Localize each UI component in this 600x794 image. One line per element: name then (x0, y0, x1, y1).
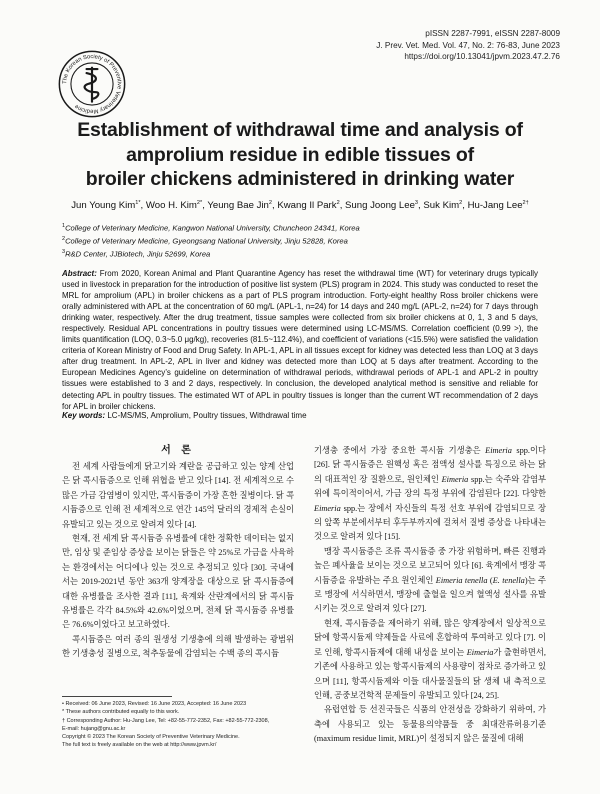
paragraph: 현재, 콕시듐증을 제어하기 위해, 많은 양계장에서 일상적으로 닭에 항콕시듐제 약제들을 사료에 혼합하여 투여하고 있다 [7]. 이로 인해, 항콕시듐제에 대해 내성을 보이는 Eimeria가 출현하면서, 기존에 사용하고 있는 항콕시듐제의 사용량이 점차로 증가하고 있으며 [11], 항콕시듐제와 이들 대사물질들의 닭 생체 내 축적으로 인해, 공중보건학적 문제들이 유발되고 있다 [24, 25]. (314, 618, 546, 700)
journal-info (376, 28, 560, 63)
author-name: Jun Young Kim$^{1*}$ (71, 200, 141, 212)
affiliation: $^1$College of Veterinary Medicine, Kangwon National University, Chuncheon 24341, Korea (62, 223, 360, 233)
title-line-3: broiler chickens administered in drinking water (85, 168, 515, 190)
paragraph: 맹장 콕시듐증은 조류 콕시듐증 중 가장 위험하며, 빠른 진행과 높은 폐사율을 보이는 것으로 보고되어 있다 [6]. 육계에서 맹장 콕시듐증을 유발하는 주요 원인체인 Eimeria tenella (E. tenella)는 주로 맹장에 서식하면서, 맹장에 출혈을 일으켜 혈액성 설사를 유발시키는 것으로 알려져 있다 [27]. (314, 546, 547, 614)
abstract-label: Abstract: (62, 269, 97, 278)
paragraph: 콕시듐증은 여러 종의 원생성 기생충에 의해 발생하는 광범위한 기생충성 질병으로, 척추동물에 감염되는 수백 종의 콕시듐 (62, 634, 294, 659)
author-list: Jun Young Kim$^{1*}$, Woo H. Kim$^{2*}$, Yeung Bae Jin$^2$, Kwang Il Park$^2$, Sung Joong Lee$^3$, Suk Kim$^2$, Hu-Jang Lee$^{2\dagger}$ (71, 200, 529, 212)
paragraph: 유럽연합 등 선진국들은 식품의 안전성을 강화하기 위하여, 가축에 사용되고 있는 동물용의약품들 중 최대잔류허용기준 (maximum residue limit, MRL)이 설정되지 않은 물질에 대해 (314, 705, 546, 744)
author-affiliation-mark: 2 (268, 200, 273, 206)
author-name: Yeung Bae Jin$^2$ (207, 200, 273, 212)
copyright: Copyright © 2023 The Korean Society of Preventive Veterinary Medicine. (62, 734, 240, 741)
paragraph: 기생충 중에서 가장 중요한 콕시듐 기생충은 Eimeria spp.이다 [26]. 닭 콕시듐증은 원핵성 혹은 점액성 설사를 특징으로 하는 닭의 대표적인 장 질환으로, 원인체인 Eimeria spp.는 숙주와 감염부위에 특이적이어서, 가금 장의 특정 부위에 감염된다 [22]. 다양한 Eimeria spp.는 장에서 자신들의 특정 선호 부위에 감염되므로 장의 앞쪽 부분에서부터 후두부까지에 걸쳐서 질병 증상을 나타내는 것으로 알려져 있다 [15]. (314, 446, 546, 542)
equal-contribution-note: * These authors contributed equally to this work. (62, 709, 180, 716)
paragraph: 전 세계 사람들에게 닭고기와 계란을 공급하고 있는 양계 산업은 닭 콕시듐증으로 인해 위협을 받고 있다 [14]. 전 세계적으로 수많은 가금 감염병이 있지만, 콕시듐증이 가장 흔한 질병이다. 닭 콕시듐증으로 인해 전 세계적으로 연간 145억 달러의 경제적 손실이 유발되고 있는 것으로 알려져 있다 [4]. (62, 462, 294, 529)
author-name: Suk Kim$^2$ (423, 200, 463, 212)
fulltext-availability[interactable]: The full text is freely available on the web at http://www.jpvm.kr/ (62, 742, 217, 749)
section-title-introduction: 서 론 (161, 445, 195, 456)
corresponding-email[interactable]: E-mail: hujang@gnu.ac.kr (62, 725, 126, 732)
keywords-text: LC-MS/MS, Amprolium, Poultry tissues, Withdrawal time (107, 411, 307, 420)
society-logo (58, 50, 126, 118)
affiliation: $^2$College of Veterinary Medicine, Gyeongsang National University, Jinju 52828, Korea (62, 235, 348, 246)
author-affiliation-mark: 2 (459, 200, 463, 206)
keywords-label: Key words: (62, 411, 106, 420)
affiliation: $^3$R&D Center, JJBiotech, Jinju 52699, Korea (62, 248, 211, 259)
abstract-text: From 2020, Korean Animal and Plant Quarantine Agency has reset the withdrawal time (WT) for veterinary drugs typically used in livestock in preparation for the introduction of positive list system (PLS) program in 2024. This study was conducted to reset the MRL for amprolium (APL) in broiler chickens as a part of PLS program introduction. Forty-eight healthy Ross broiler chickens were orally administered with APL at the concentration of 60 mg/L (APL-1, n=24) for 14 days and 240 mg/L (APL-2, n=24) for 7 days through drinking water, respectively. After the drug treatment, tissue samples were collected from six broiler chickens at 0, 1, 3 and 5 days, respectively. Residual APL concentrations in poultry tissues were determined using LC-MS/MS. Correlation coefficient (0.99 >), the limits quantification (LOQ, 0.3~5.0 μg/kg), recoveries (81.5~112.4%), and coefficient of variations (<15.5%) were satisfied the validation criteria of Korean Ministry of Food and Drug Safety. In APL-1, APL in all tissues except for kidney was detected less than LOQ at 3 days after drug treatment. In APL-2, APL in liver and kidney was detected more than LOQ at 5 days after treatment. According to the European Medicines Agency’s guideline on determination of withdrawal periods, withdrawal periods of APL-1 and APL-2 in poultry tissues were established to 3 and 2 days, respectively. In conclusion, the developed analytical method is sensitive and reliable for detecting APL in poultry tissues. The estimated WT of APL in poultry tissues is longer than the current WT recommendation of 2 days for APL in broiler chickens. (62, 269, 538, 411)
author-affiliation-mark: 2† (522, 200, 529, 206)
author-name: Sung Joong Lee$^3$ (345, 200, 419, 212)
author-affiliation-mark: 3 (414, 200, 419, 206)
title-line-2: amprolium residue in edible tissues of (126, 143, 474, 166)
footnote-divider (62, 696, 172, 697)
issn: pISSN 2287-7991, eISSN 2287-8009 (425, 29, 560, 38)
right-column (314, 444, 546, 747)
author-affiliation-mark: 1* (135, 200, 141, 206)
corresponding-author: † Corresponding Author: Hu-Jang Lee, Tel: +82-55-772-2352, Fax: +82-55-772-2308, (62, 717, 270, 724)
title-line-1: Establishment of withdrawal time and analysis of (77, 119, 523, 141)
footnotes (62, 700, 302, 750)
caduceus-icon (85, 68, 99, 102)
author-name: Hu-Jang Lee$^{2\dagger}$ (467, 200, 529, 212)
logo-ring-text: The Korean Society of Preventive Veterinary Medicine (62, 54, 122, 114)
author-affiliation-mark: 2* (196, 200, 203, 206)
citation: J. Prev. Vet. Med. Vol. 47, No. 2: 76-83, June 2023 (376, 40, 560, 50)
affiliations (62, 221, 360, 260)
author-name: Woo H. Kim$^{2*}$ (145, 200, 203, 212)
author-affiliation-mark: 2 (336, 200, 340, 206)
left-column (62, 460, 294, 662)
doi-link[interactable]: https://doi.org/10.13041/jpvm.2023.47.2.76 (404, 52, 560, 62)
author-name: Kwang Il Park$^2$ (277, 200, 340, 212)
keywords (62, 410, 538, 421)
paragraph: 현재, 전 세계 닭 콕시듐증 유병률에 대한 정확한 데이터는 없지만, 임상 및 준임상 증상을 보이는 닭들은 약 25%로 가금을 사육하는 환경에서는 어디에나 있는 것으로 추정되고 있다 [30]. 국내에서는 2019-2021년 동안 363개 양계장을 대상으로 닭 콕시듐증에 대한 유병률을 조사한 결과 [11], 육계와 산란계에서의 닭 콕시듐 유병률은 각각 84.5%와 42.6%이었으며, 전체 닭 콕시듐증 유병률은 76.6%이었다고 보고하였다. (62, 534, 294, 630)
received-dates: • Received: 06 June 2023, Revised: 16 June 2023, Accepted: 16 June 2023 (62, 701, 247, 707)
paper-title (40, 118, 560, 192)
abstract (62, 268, 538, 412)
